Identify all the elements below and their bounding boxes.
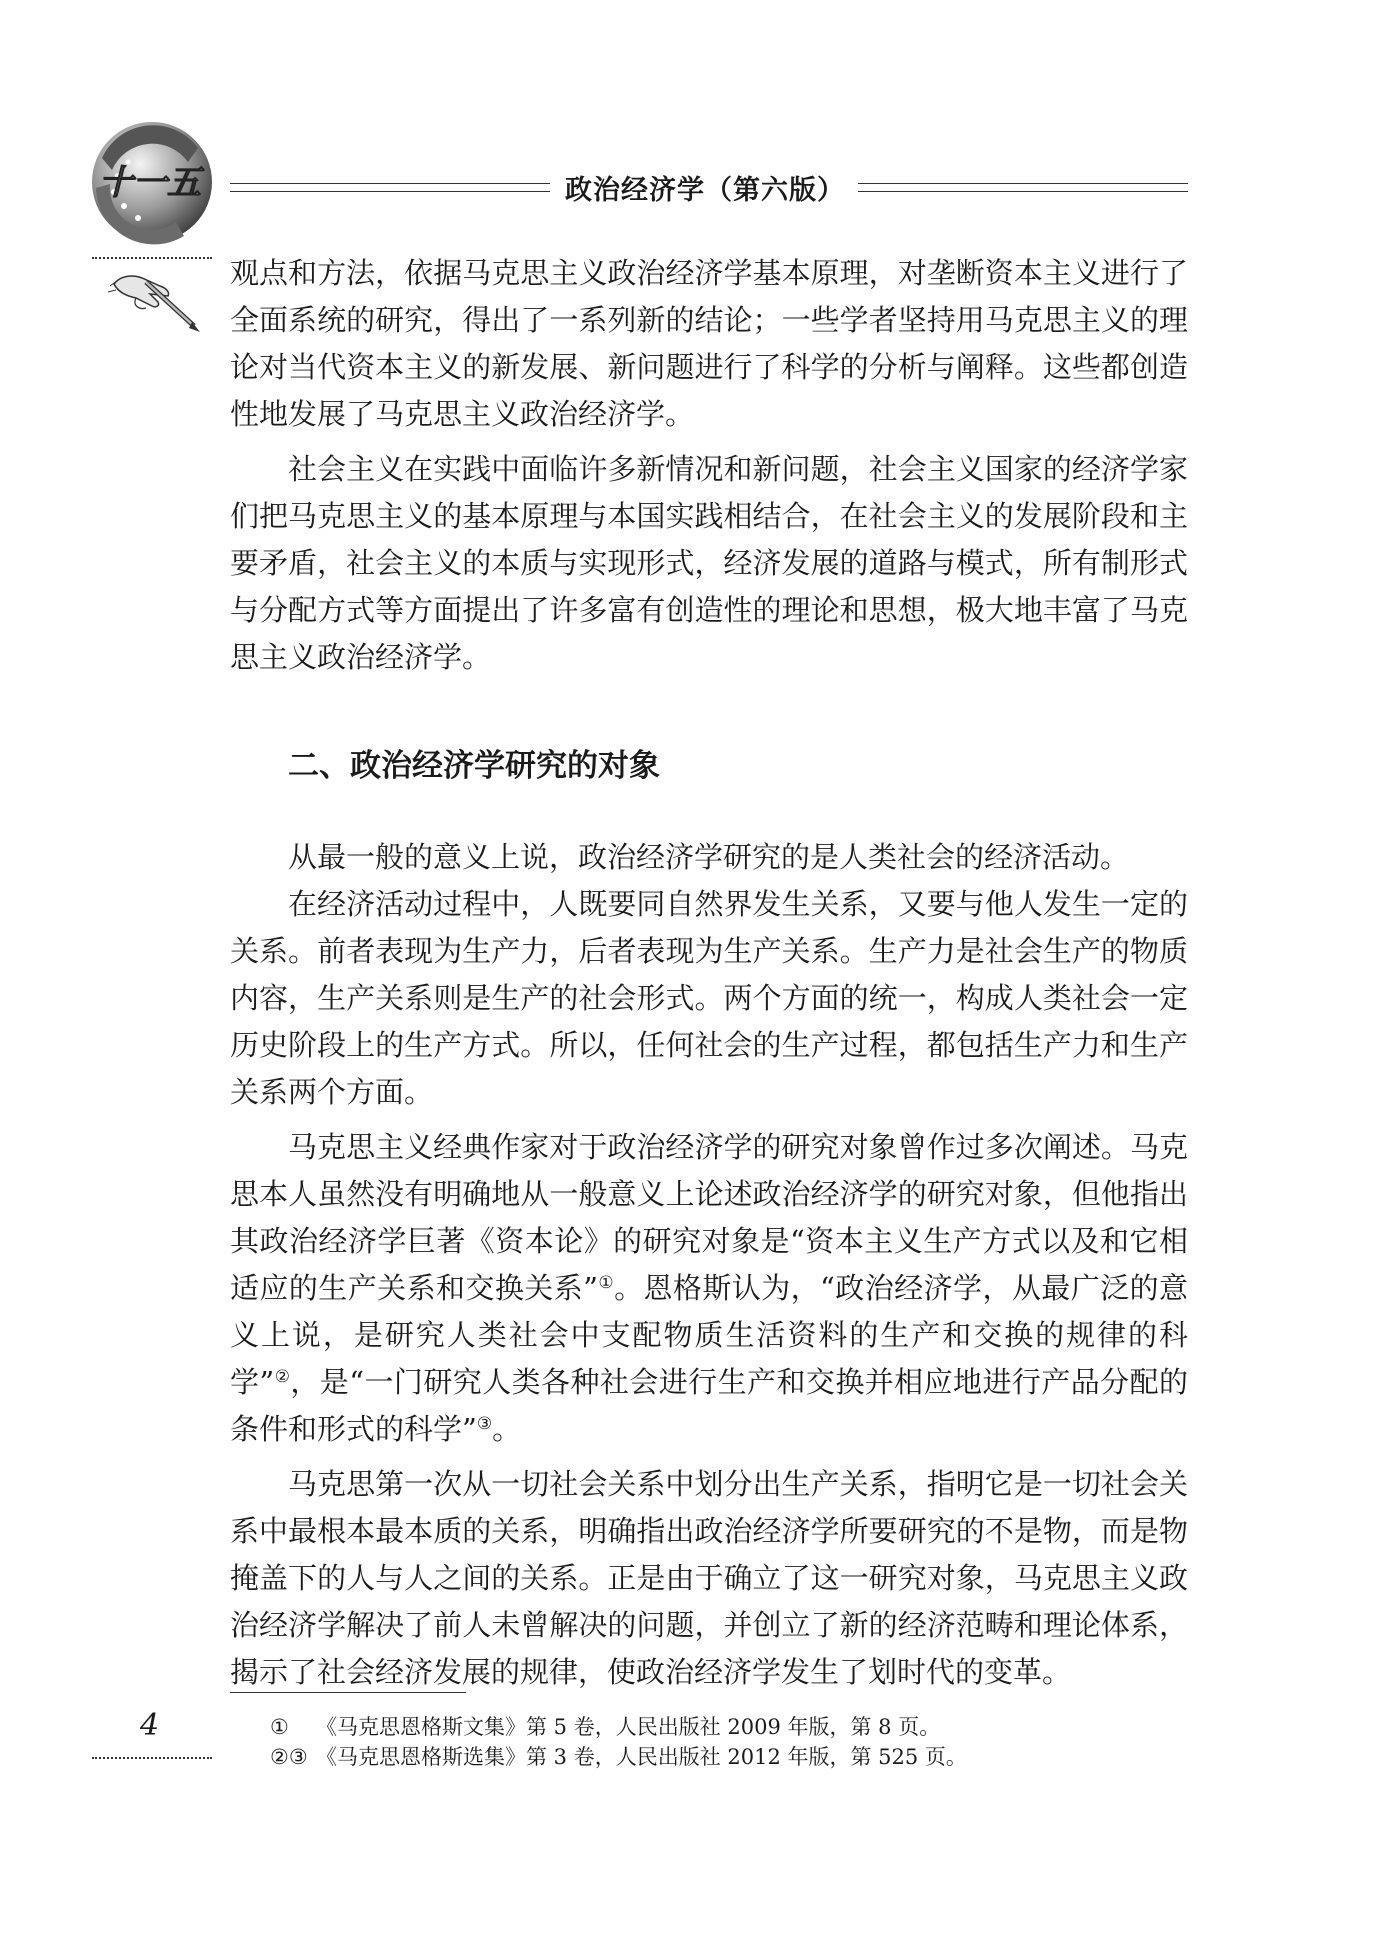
footnote-text: 《马克思恩格斯选集》第 3 卷，人民出版社 2012 年版，第 525 页。 [316,1745,967,1769]
section-heading: 二、政治经济学研究的对象 [288,748,660,784]
footnote-item [270,1712,1170,1742]
paragraph-2: 社会主义在实践中面临许多新情况和新问题，社会主义国家的经济学家们把马克思主义的基本原理与本国实践相结合，在社会主义的发展阶段和主要矛盾，社会主义的本质与实现形式，经济发展的道路与模式，所有制形式与分配方式等方面提出了许多富有创造性的理论和思想，极大地丰富了马克思主义政治经济学。 [230,452,1188,674]
paragraph-5-part-c: ，是“一门研究人类各种社会进行生产和交换并相应地进行产品分配的条件和形式的科学” [230,1365,1189,1446]
footnote-text: 《马克思恩格斯文集》第 5 卷，人民出版社 2009 年版，第 8 页。 [316,1715,941,1739]
running-header-title: 政治经济学（第六版） [565,175,845,206]
footnote-ref-2[interactable]: ② [274,1367,291,1387]
paragraph-4: 在经济活动过程中，人既要同自然界发生关系，又要与他人发生一定的关系。前者表现为生产力，后者表现为生产关系。生产力是社会生产的物质内容，生产关系则是生产的社会形式。两个方面的统一，构成人类社会一定历史阶段上的生产方式。所以，任何社会的生产过程，都包括生产力和生产关系两个方面。 [230,887,1188,1109]
page-number: 4 [140,1708,160,1743]
hand-writing-icon [106,262,204,336]
paragraph-1: 观点和方法，依据马克思主义政治经济学基本原理，对垄断资本主义进行了全面系统的研究，得出了一系列新的结论；一些学者坚持用马克思主义的理论对当代资本主义的新发展、新问题进行了科学的分析与阐释。这些都创造性地发展了马克思主义政治经济学。 [230,256,1188,431]
paragraph-5-part-d: 。 [492,1412,522,1446]
header-rule-right [858,183,1188,192]
paragraph-3: 从最一般的意义上说，政治经济学研究的是人类社会的经济活动。 [288,840,1130,874]
eleventh-five-year-plan-logo [88,118,216,246]
page-body [230,250,1188,1696]
footnote-mark: ②③ [270,1745,308,1769]
margin-divider-top [92,257,212,259]
logo-text: 十一五 [99,163,201,203]
footnote-item [270,1742,1170,1772]
paragraph-5-part-a: 马克思主义经典作家对于政治经济学的研究对象曾作过多次阐述。马克思本人虽然没有明确地从一般意义上论述政治经济学的研究对象，但他指出其政治经济学巨著《资本论》的研究对象是“资本主义生产方式以及和它相适应的生产关系和交换关系” [230,1130,1188,1305]
paragraph-5-part-b: 。恩格斯认为，“政治经济学，从最广泛的意义上说，是研究人类社会中支配物质生活资料的生产和交换的规律的科学” [230,1271,1189,1399]
paragraph-6: 马克思第一次从一切社会关系中划分出生产关系，指明它是一切社会关系中最根本最本质的关系，明确指出政治经济学所要研究的不是物，而是物掩盖下的人与人之间的关系。正是由于确立了这一研究对象，马克思主义政治经济学解决了前人未曾解决的问题，并创立了新的经济范畴和理论体系，揭示了社会经济发展的规律，使政治经济学发生了划时代的变革。 [230,1467,1188,1689]
header-rule-left [230,183,550,192]
footnotes [270,1712,1170,1772]
paragraph-5 [230,1124,1188,1453]
footnote-ref-3[interactable]: ③ [476,1414,493,1434]
footnote-separator [230,1692,466,1693]
footnote-mark: ① [270,1715,289,1739]
footnote-ref-1[interactable]: ① [597,1273,615,1293]
margin-divider-bottom [92,1757,212,1759]
